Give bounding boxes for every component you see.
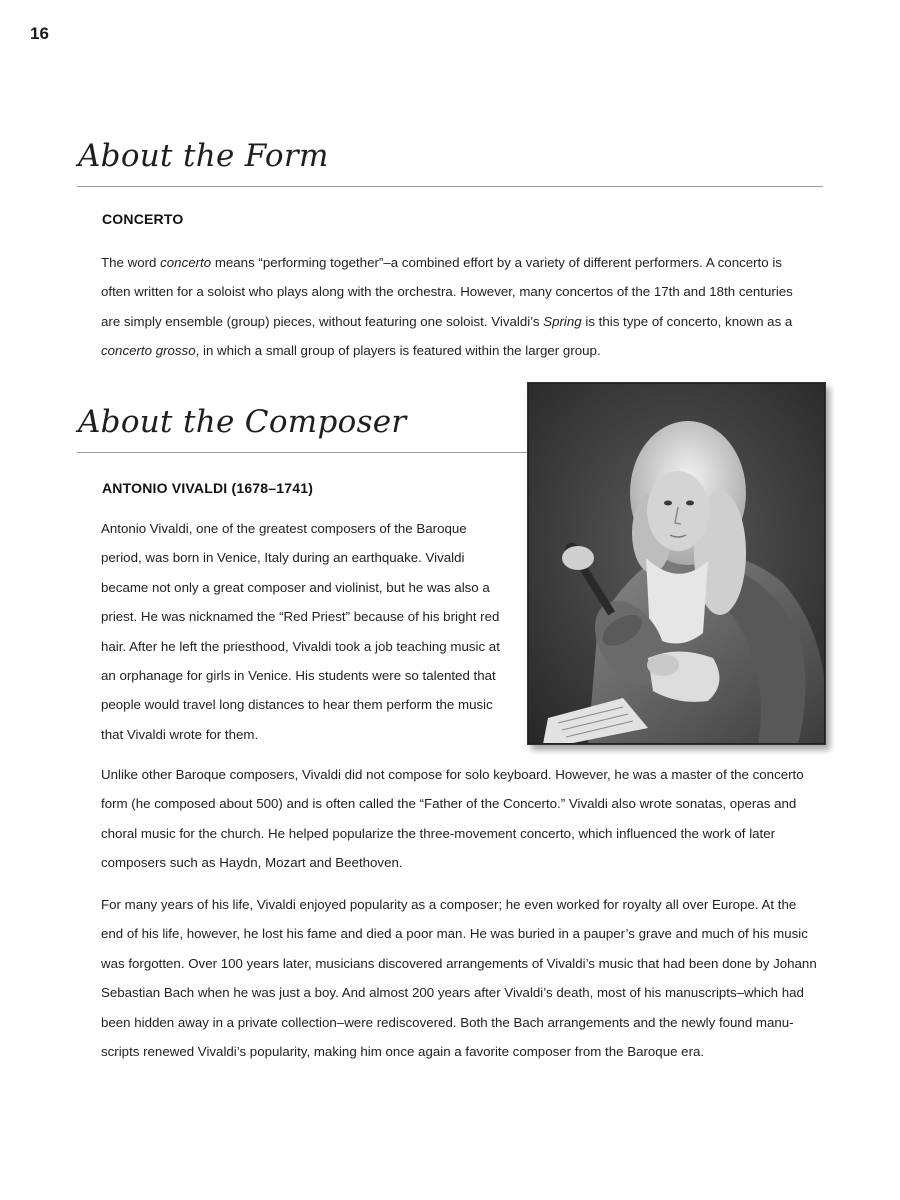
italic-text-run: Spring: [543, 313, 582, 329]
vivaldi-subheading: ANTONIO VIVALDI (1678–1741): [102, 480, 314, 496]
text-line: [101, 1008, 817, 1037]
text-line: [101, 661, 500, 690]
text-line: [101, 336, 793, 365]
text-line: [101, 277, 793, 306]
text-line: [101, 848, 804, 877]
text-line: [101, 789, 804, 818]
text-run: was forgotten. Over 100 years later, musicians discovered arrangements of Vivaldi’s music that had been done by Johann: [101, 955, 817, 971]
vivaldi-paragraph-1: [101, 514, 500, 749]
text-line: [101, 514, 500, 543]
text-run: is this type of concerto, known as a: [581, 313, 793, 329]
text-line: [101, 949, 817, 978]
text-run: scripts renewed Vivaldi’s popularity, making him once again a favorite composer from the Baroque era.: [101, 1043, 705, 1059]
text-run: people would travel long distances to hear them perform the music: [101, 697, 493, 713]
text-line: [101, 760, 804, 789]
text-run: been hidden away in a private collection–were rediscovered. Both the Bach arrangements and the newly found manu-: [101, 1014, 794, 1030]
text-run: , in which a small group of players is featured within the larger group.: [195, 343, 601, 359]
composer-heading-rule: [77, 452, 527, 453]
text-run: Antonio Vivaldi, one of the greatest composers of the Baroque: [101, 521, 467, 536]
text-run: period, was born in Venice, Italy during an earthquake. Vivaldi: [101, 550, 465, 566]
text-line: [101, 1037, 817, 1066]
italic-text-run: concerto: [160, 255, 212, 270]
form-heading-rule: [77, 186, 823, 187]
text-run: that Vivaldi wrote for them.: [101, 726, 259, 742]
text-line: [101, 919, 817, 948]
about-the-composer-heading: About the Composer: [78, 404, 407, 440]
text-line: [101, 690, 500, 719]
text-run: priest. He was nicknamed the “Red Priest” because of his bright red: [101, 609, 500, 625]
text-line: [101, 720, 500, 749]
about-the-form-heading: About the Form: [78, 138, 329, 174]
text-run: form (he composed about 500) and is often called the “Father of the Concerto.” Vivaldi also wrote sonatas, operas and: [101, 796, 797, 812]
text-run: means “performing together”–a combined effort by a variety of different performers. A concerto is: [211, 255, 782, 270]
vivaldi-paragraph-3: [101, 890, 817, 1066]
text-run: an orphanage for girls in Venice. His students were so talented that: [101, 667, 496, 683]
vivaldi-paragraph-2: [101, 760, 804, 878]
text-line: [101, 602, 500, 631]
text-line: [101, 632, 500, 661]
text-run: composers such as Haydn, Mozart and Beethoven.: [101, 855, 403, 871]
text-run: often written for a soloist who plays along with the orchestra. However, many concertos of the 17th and 18th centuries: [101, 284, 793, 300]
text-run: became not only a great composer and violinist, but he was also a: [101, 579, 490, 595]
text-run: are simply ensemble (group) pieces, without featuring one soloist. Vivaldi’s: [101, 313, 544, 329]
italic-text-run: concerto grosso: [101, 343, 196, 359]
text-line: [101, 543, 500, 572]
text-line: [101, 890, 817, 919]
text-line: [101, 573, 500, 602]
text-run: hair. After he left the priesthood, Vivaldi took a job teaching music at: [101, 638, 500, 654]
concerto-subheading: CONCERTO: [102, 211, 184, 227]
concerto-paragraph: [101, 248, 793, 366]
text-run: For many years of his life, Vivaldi enjoyed popularity as a composer; he even worked for royalty all over Europe. At the: [101, 897, 797, 912]
text-run: Sebastian Bach when he was just a boy. And almost 200 years after Vivaldi’s death, most of his manuscripts–which had: [101, 985, 804, 1001]
text-run: end of his life, however, he lost his fame and died a poor man. He was buried in a pauper’s grave and much of his music: [101, 926, 808, 942]
text-line: [101, 978, 817, 1007]
text-run: The word: [101, 255, 161, 270]
text-line: [101, 307, 793, 336]
vivaldi-portrait: [527, 382, 826, 745]
text-run: choral music for the church. He helped popularize the three-movement concerto, which influenced the work of later: [101, 825, 776, 841]
text-run: Unlike other Baroque composers, Vivaldi did not compose for solo keyboard. However, he was a master of the concerto: [101, 767, 804, 782]
page-number: 16: [30, 24, 49, 43]
text-line: [101, 819, 804, 848]
text-line: [101, 248, 793, 277]
